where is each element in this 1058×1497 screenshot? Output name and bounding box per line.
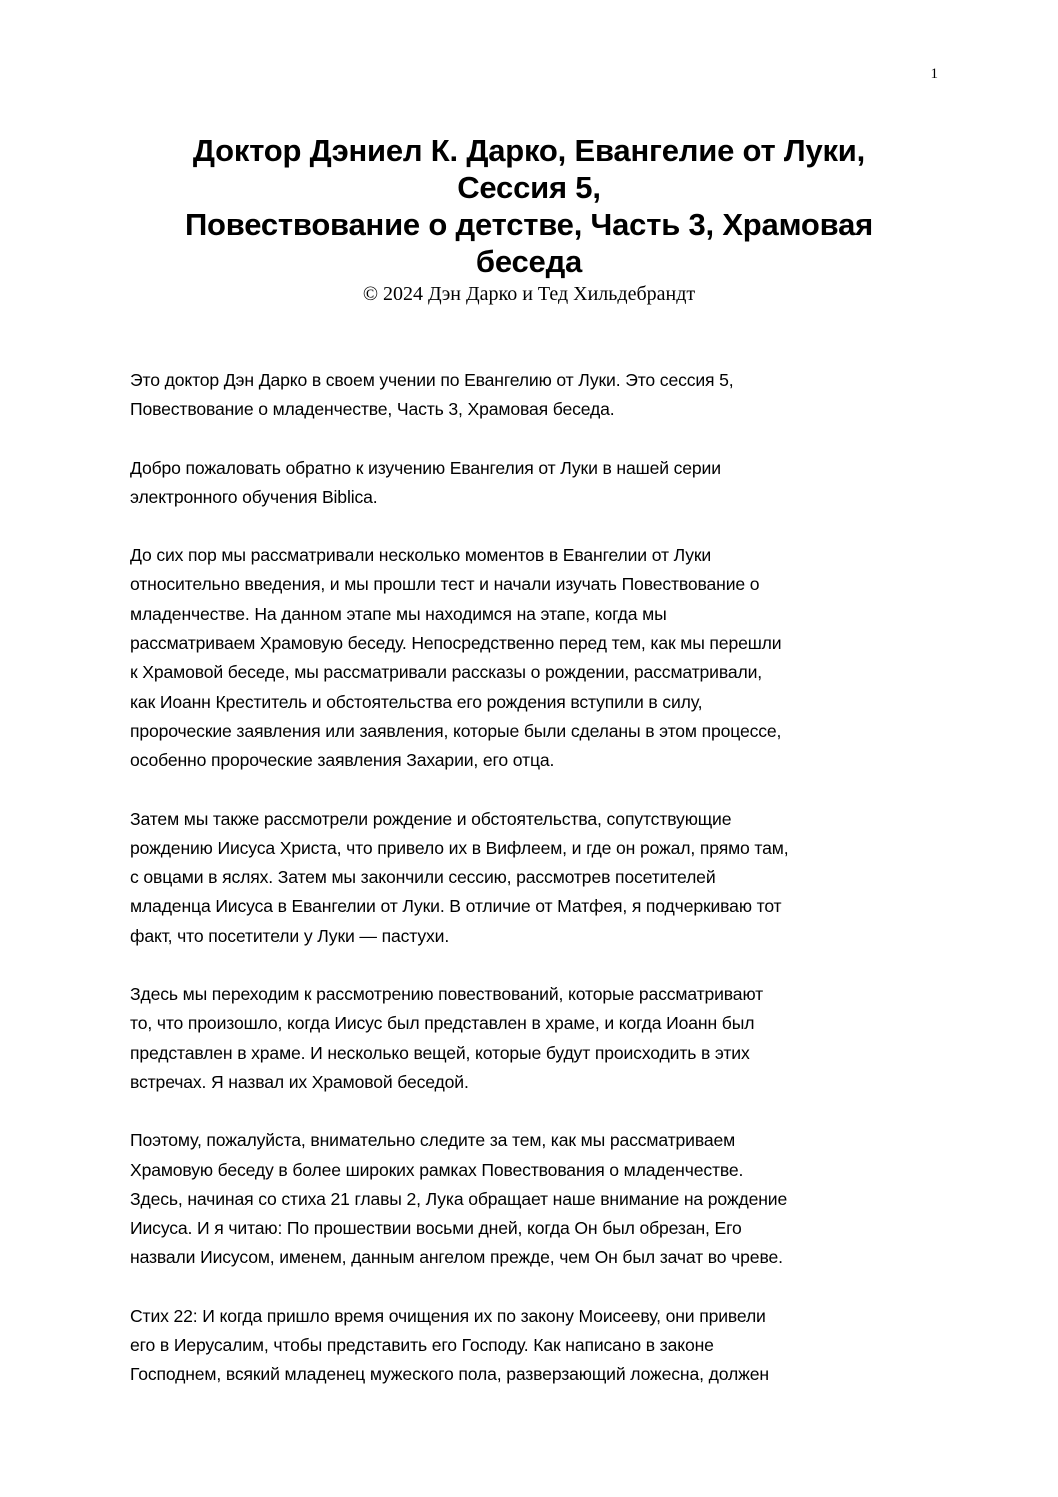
text-line: Добро пожаловать обратно к изучению Евангелия от Луки в нашей серии [130, 457, 721, 478]
paragraph-2 [130, 454, 930, 513]
text-line: особенно пророческие заявления Захарии, его отца. [130, 750, 555, 771]
text-line: относительно введения, и мы прошли тест и начали изучать Повествование о [130, 574, 760, 595]
text-line: рождению Иисуса Христа, что привело их в Вифлеем, и где он рожал, прямо там, [130, 837, 789, 858]
document-header [100, 132, 958, 306]
text-line: Господнем, всякий младенец мужеского пола, разверзающий ложесна, должен [130, 1364, 769, 1385]
paragraph-4 [130, 805, 930, 951]
text-line: младенчестве. На данном этапе мы находимся на этапе, когда мы [130, 603, 667, 624]
text-line: Затем мы также рассмотрели рождение и обстоятельства, сопутствующие [130, 808, 732, 829]
text-line: Это доктор Дэн Дарко в своем учении по Евангелию от Луки. Это сессия 5, [130, 370, 734, 390]
text-line: его в Иерусалим, чтобы представить его Господу. Как написано в законе [130, 1335, 714, 1356]
paragraph-5 [130, 980, 930, 1097]
text-line: Храмовую беседу в более широких рамках Повествования о младенчестве. [130, 1159, 744, 1180]
page-number: 1 [930, 66, 938, 82]
title-line-4: беседа [475, 244, 583, 279]
text-line: Здесь мы переходим к рассмотрению повествований, которые рассматривают [130, 984, 764, 1005]
text-line: представлен в храме. И несколько вещей, которые будут происходить в этих [130, 1042, 750, 1063]
text-line: к Храмовой беседе, мы рассматривали рассказы о рождении, рассматривали, [130, 662, 763, 683]
document-body [130, 366, 930, 1419]
text-line: встречах. Я назвал их Храмовой беседой. [130, 1071, 469, 1092]
paragraph-3 [130, 541, 930, 775]
copyright-notice: © 2024 Дэн Дарко и Тед Хильдебрандт [362, 283, 696, 305]
paragraph-7 [130, 1302, 930, 1390]
text-line: как Иоанн Креститель и обстоятельства его рождения вступили в силу, [130, 691, 703, 712]
text-line: назвали Иисусом, именем, данным ангелом прежде, чем Он был зачат во чреве. [130, 1247, 783, 1268]
text-line: факт, что посетители у Луки — пастухи. [130, 925, 450, 946]
text-line: то, что произошло, когда Иисус был представлен в храме, и когда Иоанн был [130, 1013, 755, 1034]
text-line: рассматриваем Храмовую беседу. Непосредственно перед тем, как мы перешли [130, 633, 782, 654]
text-line: с овцами в яслях. Затем мы закончили сессию, рассмотрев посетителей [130, 867, 716, 888]
text-line: Здесь, начиная со стиха 21 главы 2, Лука обращает наше внимание на рождение [130, 1188, 788, 1209]
text-line: Поэтому, пожалуйста, внимательно следите за тем, как мы рассматриваем [130, 1130, 736, 1151]
text-line: Повествование о младенчестве, Часть 3, Храмовая беседа. [130, 399, 615, 420]
text-line: Иисуса. И я читаю: По прошествии восьми дней, когда Он был обрезан, Его [130, 1218, 742, 1239]
paragraph-1 [130, 366, 930, 425]
title-line-3: Повествование о детстве, Часть 3, Храмовая [184, 207, 874, 242]
text-line: До сих пор мы рассматривали несколько моментов в Евангелии от Луки [130, 545, 712, 566]
title-line-1: Доктор Дэниел К. Дарко, Евангелие от Луки, [192, 133, 866, 168]
text-line: Стих 22: И когда пришло время очищения их по закону Моисееву, они привели [130, 1305, 766, 1326]
text-line: младенца Иисуса в Евангелии от Луки. В отличие от Матфея, я подчеркиваю тот [130, 896, 782, 917]
paragraph-6 [130, 1126, 930, 1272]
title-line-2: Сессия 5, [457, 170, 601, 205]
text-line: пророческие заявления или заявления, которые были сделаны в этом процессе, [130, 720, 782, 741]
text-line: электронного обучения Biblica. [130, 486, 378, 507]
